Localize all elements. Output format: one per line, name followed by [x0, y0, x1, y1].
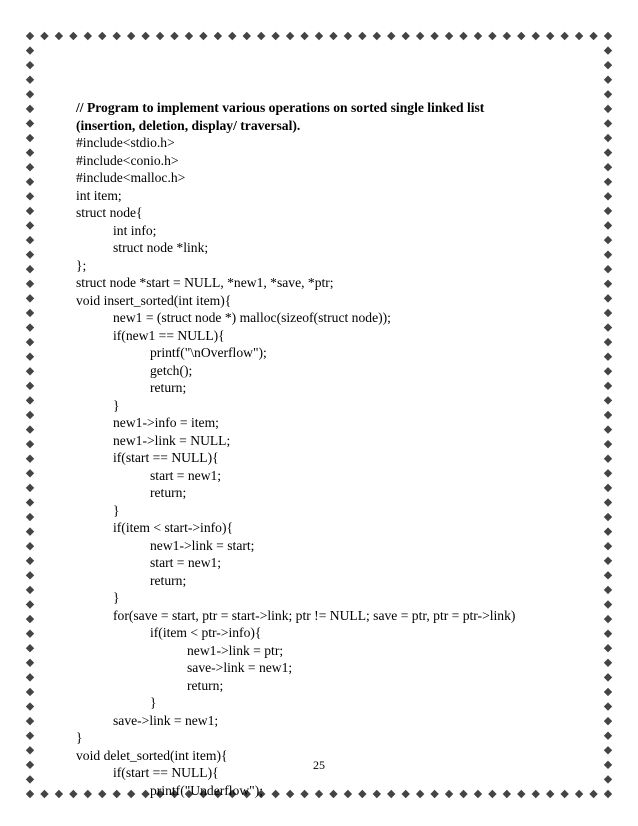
- code-line: return;: [150, 572, 187, 588]
- code-line: start = new1;: [150, 467, 222, 483]
- border-diamond: [604, 746, 612, 754]
- border-diamond: [604, 600, 612, 608]
- border-diamond: [532, 32, 540, 40]
- border-diamond: [26, 323, 34, 331]
- border-diamond: [604, 673, 612, 681]
- border-diamond: [575, 790, 583, 798]
- border-diamond: [26, 498, 34, 506]
- code-line: struct node{: [76, 205, 143, 220]
- code-line: if(new1 == NULL){: [113, 327, 225, 343]
- border-diamond: [604, 396, 612, 404]
- code-line: struct node *link;: [113, 240, 209, 255]
- border-diamond: [387, 32, 395, 40]
- border-diamond: [373, 32, 381, 40]
- border-diamond: [26, 338, 34, 346]
- border-diamond: [604, 221, 612, 229]
- code-line: }: [150, 695, 157, 710]
- border-diamond: [26, 717, 34, 725]
- border-diamond: [286, 32, 294, 40]
- border-diamond: [604, 207, 612, 215]
- border-diamond: [604, 527, 612, 535]
- border-diamond: [214, 32, 222, 40]
- border-diamond: [98, 32, 106, 40]
- border-diamond: [26, 178, 34, 186]
- border-diamond: [604, 557, 612, 565]
- border-diamond: [26, 527, 34, 535]
- border-diamond: [40, 32, 48, 40]
- border-diamond: [257, 32, 265, 40]
- border-diamond: [604, 134, 612, 142]
- code-line: new1->link = ptr;: [187, 642, 284, 658]
- border-diamond: [26, 396, 34, 404]
- border-diamond: [170, 32, 178, 40]
- code-line: void delet_sorted(int item){: [76, 747, 228, 763]
- border-diamond: [26, 746, 34, 754]
- border-diamond: [604, 119, 612, 127]
- border-diamond: [185, 32, 193, 40]
- border-diamond: [604, 294, 612, 302]
- border-diamond: [560, 32, 568, 40]
- border-diamond: [55, 790, 63, 798]
- code-line: int item;: [76, 187, 122, 203]
- border-diamond: [604, 61, 612, 69]
- border-diamond: [604, 192, 612, 200]
- border-diamond: [26, 557, 34, 565]
- code-line: if(item < start->info){: [113, 520, 234, 535]
- code-line: new1->link = NULL;: [113, 432, 231, 448]
- border-diamond: [26, 425, 34, 433]
- border-diamond: [517, 32, 525, 40]
- code-line: }: [113, 397, 120, 413]
- border-diamond: [26, 542, 34, 550]
- border-diamond: [228, 32, 236, 40]
- border-diamond: [199, 32, 207, 40]
- border-diamond: [604, 309, 612, 317]
- border-diamond: [26, 440, 34, 448]
- border-diamond: [300, 32, 308, 40]
- border-diamond: [26, 367, 34, 375]
- border-diamond: [271, 32, 279, 40]
- border-diamond: [26, 148, 34, 156]
- border-diamond: [26, 90, 34, 98]
- border-diamond: [604, 32, 612, 40]
- border-diamond: [604, 498, 612, 506]
- border-diamond: [604, 411, 612, 419]
- code-line: return;: [187, 677, 224, 693]
- code-line: printf("Underflow");: [150, 782, 264, 798]
- border-diamond: [604, 250, 612, 258]
- border-diamond: [604, 775, 612, 783]
- code-line: struct node *start = NULL, *new1, *save, *ptr;: [76, 275, 334, 290]
- border-diamond: [26, 134, 34, 142]
- border-diamond: [416, 32, 424, 40]
- code-line: int info;: [113, 222, 157, 238]
- border-diamond: [474, 32, 482, 40]
- border-diamond: [156, 32, 164, 40]
- code-line: #include<malloc.h>: [76, 170, 186, 185]
- border-diamond: [26, 484, 34, 492]
- border-diamond: [26, 469, 34, 477]
- border-diamond: [26, 250, 34, 258]
- border-diamond: [26, 513, 34, 521]
- code-line: new1->link = start;: [150, 537, 255, 553]
- border-diamond: [604, 425, 612, 433]
- border-diamond: [604, 280, 612, 288]
- border-diamond: [604, 615, 612, 623]
- border-diamond: [604, 367, 612, 375]
- border-diamond: [604, 148, 612, 156]
- code-line: return;: [150, 485, 187, 500]
- border-diamond: [604, 629, 612, 637]
- border-diamond: [459, 32, 467, 40]
- border-diamond: [604, 688, 612, 696]
- code-line: void insert_sorted(int item){: [76, 292, 232, 308]
- border-diamond: [604, 46, 612, 54]
- border-diamond: [26, 309, 34, 317]
- border-diamond: [26, 294, 34, 302]
- code-line: if(start == NULL){: [113, 765, 219, 780]
- border-diamond: [604, 469, 612, 477]
- program-title-line-2: (insertion, deletion, display/ traversal).: [76, 117, 301, 133]
- border-diamond: [546, 32, 554, 40]
- border-diamond: [26, 207, 34, 215]
- border-diamond: [26, 163, 34, 171]
- program-title-line-1: // Program to implement various operations on sorted single linked list: [76, 100, 485, 115]
- border-diamond: [589, 32, 597, 40]
- code-line: start = new1;: [150, 555, 222, 570]
- border-diamond: [26, 411, 34, 419]
- code-line: }: [76, 730, 83, 745]
- border-diamond: [358, 32, 366, 40]
- code-line: printf("\nOverflow");: [150, 345, 267, 360]
- border-diamond: [604, 352, 612, 360]
- border-diamond: [26, 600, 34, 608]
- border-diamond: [445, 32, 453, 40]
- border-diamond: [26, 775, 34, 783]
- border-diamond: [243, 32, 251, 40]
- border-diamond: [26, 236, 34, 244]
- border-diamond: [26, 644, 34, 652]
- border-diamond: [26, 673, 34, 681]
- border-diamond: [26, 265, 34, 273]
- code-line: getch();: [150, 362, 193, 378]
- border-diamond: [26, 352, 34, 360]
- border-diamond: [26, 455, 34, 463]
- border-diamond: [26, 119, 34, 127]
- border-diamond: [604, 644, 612, 652]
- border-diamond: [141, 32, 149, 40]
- border-diamond: [604, 571, 612, 579]
- border-diamond: [26, 105, 34, 113]
- border-diamond: [40, 790, 48, 798]
- code-line: }: [113, 590, 120, 605]
- border-diamond: [26, 790, 34, 798]
- code-line: for(save = start, ptr = start->link; ptr != NULL; save = ptr, ptr = ptr->link): [113, 607, 516, 623]
- border-diamond: [113, 32, 121, 40]
- border-diamond: [604, 731, 612, 739]
- border-diamond: [604, 484, 612, 492]
- border-diamond: [589, 790, 597, 798]
- code-line: save->link = new1;: [113, 712, 219, 728]
- code-listing: [76, 99, 576, 799]
- border-diamond: [604, 265, 612, 273]
- border-diamond: [604, 236, 612, 244]
- code-line: #include<stdio.h>: [76, 135, 175, 150]
- border-diamond: [604, 76, 612, 84]
- border-diamond: [604, 790, 612, 798]
- border-diamond: [26, 221, 34, 229]
- code-line: new1 = (struct node *) malloc(sizeof(struct node));: [113, 310, 391, 325]
- border-diamond: [315, 32, 323, 40]
- code-line: }: [113, 502, 120, 518]
- code-line: save->link = new1;: [187, 660, 293, 675]
- border-diamond: [26, 32, 34, 40]
- border-diamond: [604, 323, 612, 331]
- border-diamond: [84, 32, 92, 40]
- page-number: 25: [313, 758, 325, 772]
- border-diamond: [604, 586, 612, 594]
- border-diamond: [604, 338, 612, 346]
- border-diamond: [329, 32, 337, 40]
- border-diamond: [26, 61, 34, 69]
- border-diamond: [604, 440, 612, 448]
- code-line: return;: [150, 380, 187, 395]
- code-line: if(start == NULL){: [113, 450, 219, 465]
- border-diamond: [26, 702, 34, 710]
- border-diamond: [26, 280, 34, 288]
- code-line: if(item < ptr->info){: [150, 625, 262, 640]
- border-diamond: [604, 717, 612, 725]
- border-diamond: [26, 571, 34, 579]
- border-diamond: [402, 32, 410, 40]
- border-diamond: [127, 32, 135, 40]
- border-diamond: [604, 455, 612, 463]
- border-diamond: [604, 178, 612, 186]
- border-diamond: [604, 105, 612, 113]
- border-diamond: [604, 542, 612, 550]
- border-diamond: [26, 629, 34, 637]
- border-diamond: [26, 731, 34, 739]
- border-diamond: [604, 659, 612, 667]
- code-line: };: [76, 257, 87, 273]
- border-diamond: [26, 659, 34, 667]
- border-diamond: [604, 382, 612, 390]
- border-diamond: [503, 32, 511, 40]
- border-diamond: [55, 32, 63, 40]
- code-line: new1->info = item;: [113, 415, 219, 430]
- border-diamond: [604, 702, 612, 710]
- border-diamond: [26, 382, 34, 390]
- code-line: #include<conio.h>: [76, 152, 179, 168]
- border-diamond: [488, 32, 496, 40]
- border-diamond: [344, 32, 352, 40]
- border-diamond: [575, 32, 583, 40]
- border-diamond: [430, 32, 438, 40]
- border-diamond: [26, 688, 34, 696]
- border-diamond: [604, 163, 612, 171]
- border-diamond: [26, 46, 34, 54]
- border-diamond: [26, 615, 34, 623]
- border-diamond: [26, 586, 34, 594]
- border-diamond: [69, 32, 77, 40]
- border-diamond: [604, 513, 612, 521]
- border-diamond: [604, 90, 612, 98]
- border-diamond: [26, 76, 34, 84]
- border-diamond: [26, 192, 34, 200]
